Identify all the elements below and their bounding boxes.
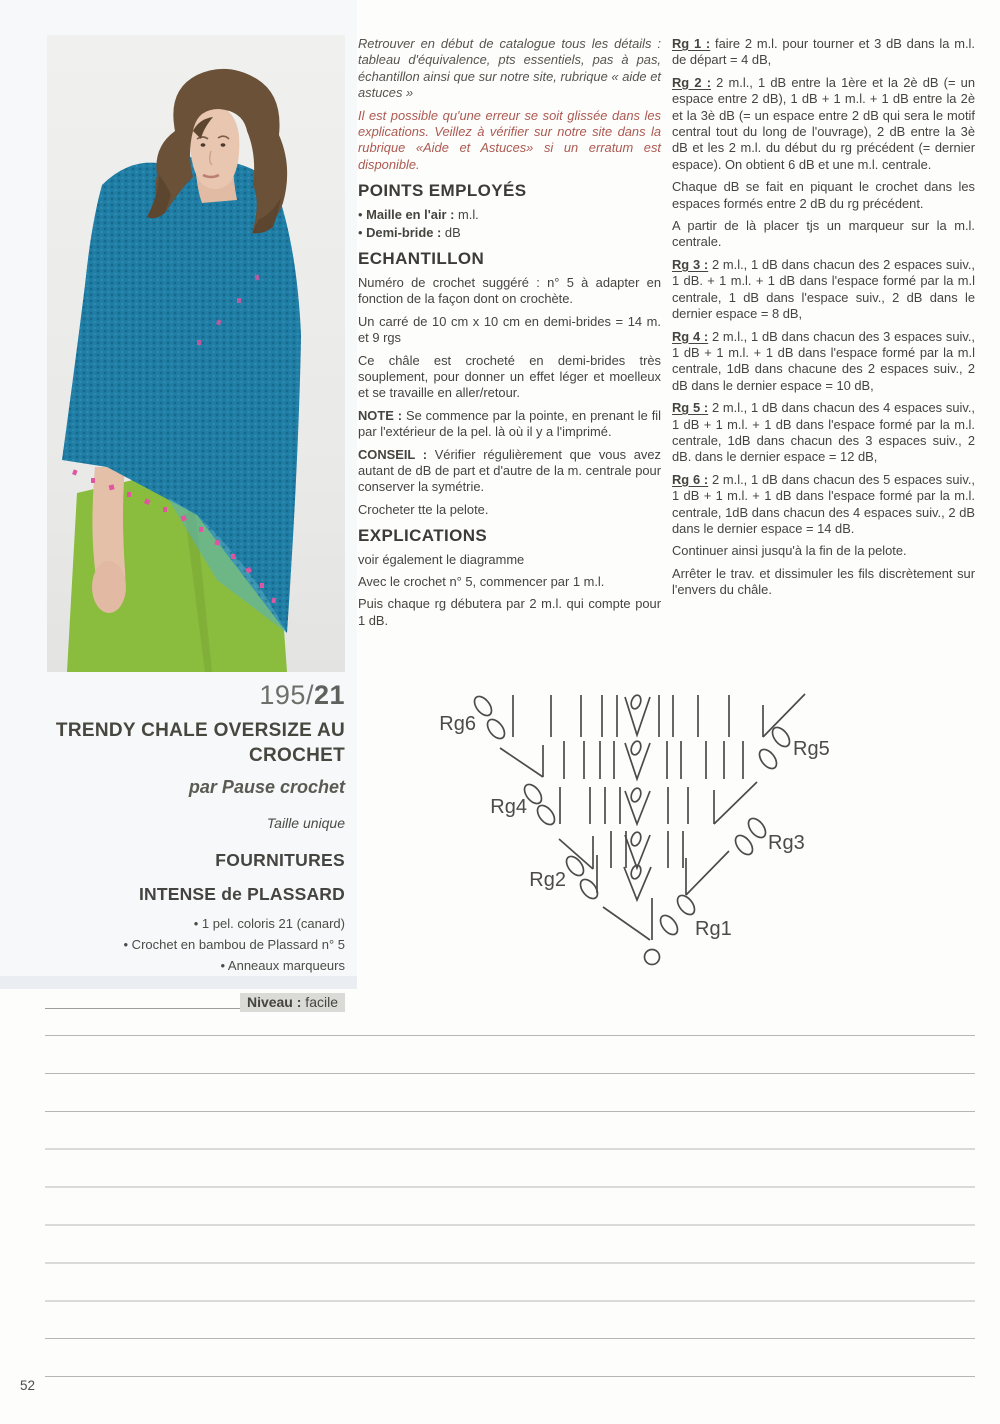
explanations-para: Puis chaque rg débutera par 2 m.l. qui compte pour 1 dB. <box>358 596 661 628</box>
supply-item: • Crochet en bambou de Plassard n° 5 <box>123 936 345 952</box>
points-list <box>358 207 661 242</box>
explanations-para: Avec le crochet n° 5, commencer par 1 m.l. <box>358 573 605 589</box>
row-instruction: Rg 1 : faire 2 m.l. pour tourner et 3 dB dans la m.l. de départ = 4 dB, <box>672 36 975 68</box>
instructions-column-2 <box>672 36 975 605</box>
diagram-label-rg4: Rg4 <box>490 796 527 818</box>
supply-item: • 1 pel. coloris 21 (canard) <box>193 916 345 932</box>
supplies-heading: FOURNITURES <box>215 850 345 871</box>
gauge-para: Un carré de 10 cm x 10 cm en demi-brides = 14 m. et 9 rgs <box>358 313 661 346</box>
gauge-para: Numéro de crochet suggéré : n° 5 à adapter en fonction de la façon dont on crochète. <box>358 274 661 307</box>
row-instruction: Rg 3 : 2 m.l., 1 dB dans chacun des 2 espaces suiv., 1 dB. + 1 m.l. + 1 dB dans l'espace formé par la m.l centrale, 1 dB dans l'espace suiv., 2 dB dans le dernier espace = 8 dB, <box>672 256 975 322</box>
point-item: • Maille en l'air : m.l. <box>358 206 479 222</box>
diagram-label-rg5: Rg5 <box>793 738 830 760</box>
points-heading: POINTS EMPLOYÉS <box>358 181 527 201</box>
catalog-note: Retrouver en début de catalogue tous les détails : tableau d'équivalence, pts essentiels, pas à pas, échantillon ainsi que sur notre site, rubrique « aide et astuces » <box>358 36 661 101</box>
diagram-label-rg1: Rg1 <box>695 918 732 940</box>
pattern-number-bold: 21 <box>313 680 345 710</box>
diagram-label-rg2: Rg2 <box>529 869 566 891</box>
supply-item: • Anneaux marqueurs <box>220 957 345 973</box>
row-instruction: Rg 4 : 2 m.l., 1 dB dans chacun des 3 espaces suiv., 1 dB + 1 m.l. + 1 dB dans l'espace formé par la m.l centrale, 1dB dans chacune des 2 espaces suiv., 2 dB dans le dernier espace = 10 dB, <box>672 328 975 393</box>
gauge-para: Ce châle est crocheté en demi-brides très souplement, pour donner un effet léger et moelleux et se travaille en aller/retour. <box>358 352 661 401</box>
crochet-diagram <box>432 682 947 977</box>
page-number: 52 <box>20 1378 36 1393</box>
point-item: • Demi-bride : dB <box>358 225 461 241</box>
row-instruction: Rg 2 : 2 m.l., 1 dB entre la 1ère et la 2è dB (= un espace entre 2 dB), 1 dB + 1 m.l. + 1 dB entre la 2è et la 3è dB (= un espace entre 2 dB qui sera le motif central tout du long de l'ouvrage), 2 dB entre la 3è dB et les 2 m.l. du début du rg précédent (= dernier espace). On obtient 6 dB et une m.l. centrale. <box>672 74 975 172</box>
row-instruction: Continuer ainsi jusqu'à la fin de la pelote. <box>672 543 907 559</box>
explanations-heading: EXPLICATIONS <box>358 526 488 546</box>
gauge-heading: ECHANTILLON <box>358 249 485 269</box>
pattern-info-column <box>45 680 345 1012</box>
model-hand <box>92 561 126 613</box>
crochet-all-para: Crocheter tte la pelote. <box>358 501 489 517</box>
level-row <box>45 993 345 1012</box>
model-photo <box>47 35 345 672</box>
pattern-title: TRENDY CHALE OVERSIZE AU CROCHET <box>55 720 345 767</box>
row-instruction: Rg 6 : 2 m.l., 1 dB dans chacun des 5 espaces suiv., 1 dB + 1 m.l. + 1 dB dans l'espace formé par la m.l. centrale, 1dB dans chacun des 4 espaces suiv., 2 dB dans le dernier espace = 14 dB. <box>672 471 975 536</box>
row-instruction: Rg 5 : 2 m.l., 1 dB dans chacun des 4 espaces suiv., 1 dB + 1 m.l. + 1 dB dans l'espace formé par la m.l. centrale, 1dB dans chacun des 3 espaces suiv., 2 dB. dans le dernier espace = 12 dB, <box>672 400 975 465</box>
diagram-label-rg6: Rg6 <box>439 713 476 735</box>
pattern-size: Taille unique <box>266 815 345 832</box>
pattern-byline: par Pause crochet <box>188 777 345 798</box>
diagram-label-rg3: Rg3 <box>768 832 805 854</box>
row-instruction: Arrêter le trav. et dissimuler les fils discrètement sur l'envers du châle. <box>672 565 975 598</box>
leader-line <box>45 1008 240 1009</box>
note-para: NOTE : Se commence par la pointe, en prenant le fil par l'extérieur de la pel. là où il y a l'imprimé. <box>358 407 662 440</box>
instructions-column-1 <box>358 36 661 635</box>
yarn-name: INTENSE de PLASSARD <box>138 884 345 905</box>
explanations-para: voir également le diagramme <box>358 551 525 567</box>
pattern-number-prefix: 195/ <box>259 680 314 710</box>
pattern-number <box>45 680 345 711</box>
level-badge: Niveau : facile <box>240 993 345 1012</box>
supplies-list <box>45 914 345 976</box>
row-instruction: Chaque dB se fait en piquant le crochet dans les espaces formés entre 2 dB du rg précédent. <box>672 179 975 211</box>
row-instruction: A partir de là placer tjs un marqueur sur la m.l. centrale. <box>672 218 975 250</box>
erratum-note: Il est possible qu'une erreur se soit glissée dans les explications. Veillez à vérifier sur notre site dans la rubrique «Aide et Astuces» si un erratum est disponible. <box>358 107 661 172</box>
conseil-para: CONSEIL : Vérifier régulièrement que vous avez autant de dB de part et d'autre de la m. centrale pour conserver la symétrie. <box>358 446 661 495</box>
notes-ruled-lines <box>45 1035 975 1377</box>
